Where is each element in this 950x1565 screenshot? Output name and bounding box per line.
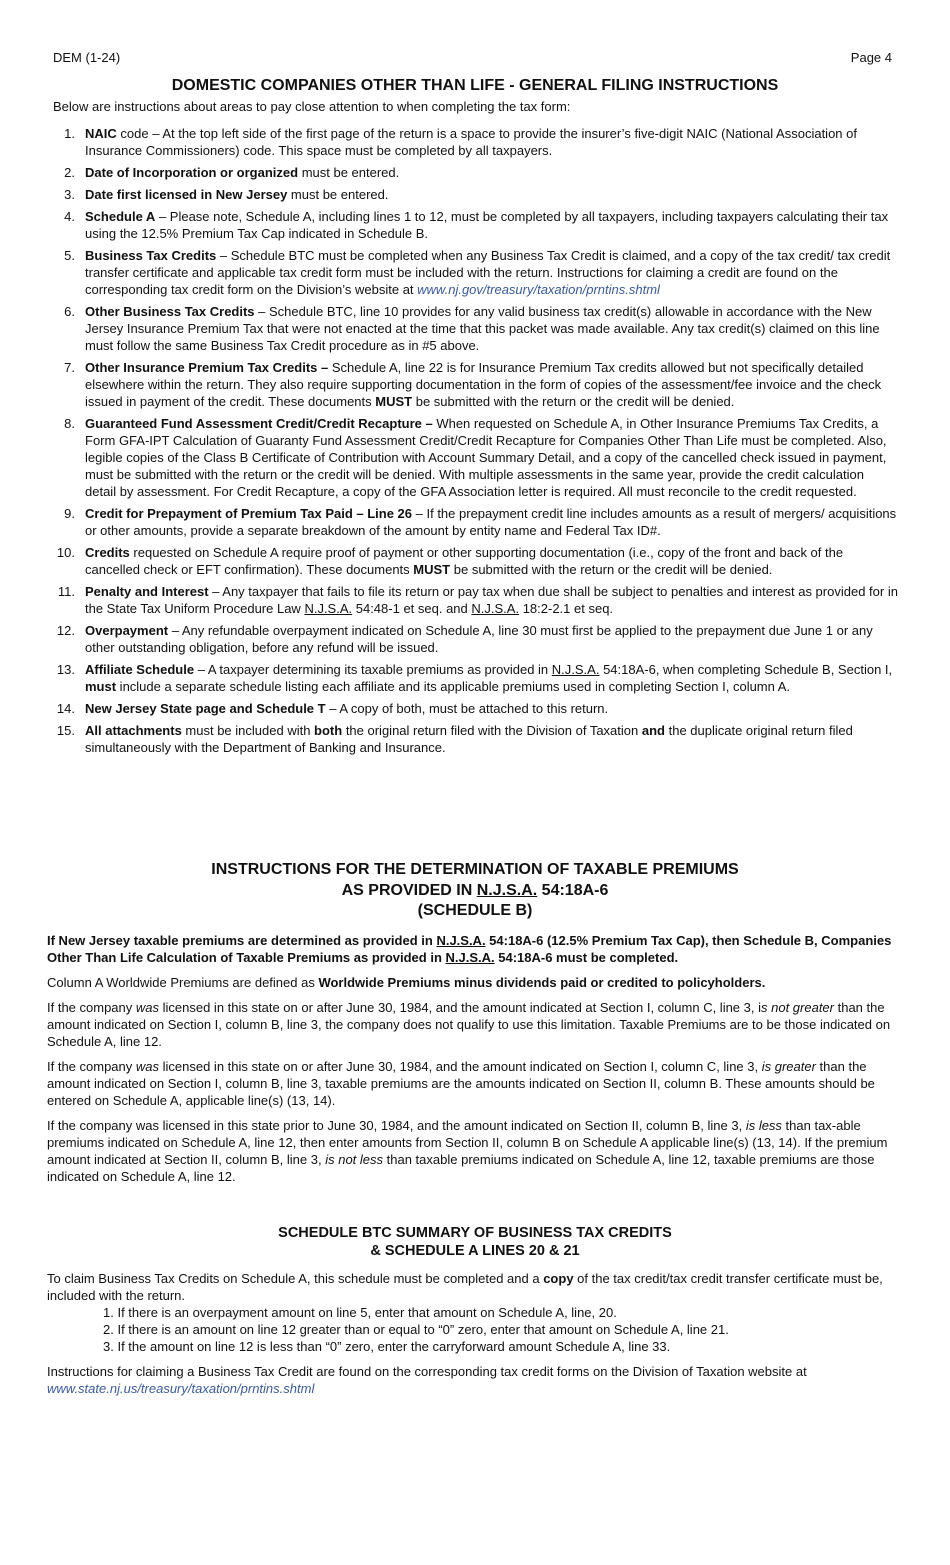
list-item: 2. If there is an amount on line 12 greater than or equal to “0” zero, enter that amount on Schedule A, line 21.	[103, 1322, 729, 1337]
list-item: 11. Penalty and Interest – Any taxpayer that fails to file its return or pay tax when due shall be subject to penalties and interest as provided for in the State Tax Uniform Procedure Law N.J.S.A. 54:48-1 et seq. and N.J.S.A. 18:2-2.1 et seq.	[57, 584, 898, 616]
list-item: 14. New Jersey State page and Schedule T – A copy of both, must be attached to this return.	[56, 701, 609, 716]
paragraph: If the company was licensed in this state on or after June 30, 1984, and the amount indicated on Section I, column C, line 3, is greater than the amount indicated on Section I, column B, line 3, taxable premiums are the amounts indicated on Section II, column B. These amounts should be entered on Schedule A, applicable line(s) (13, 14).	[47, 1058, 875, 1108]
form-id: DEM (1-24)	[53, 50, 121, 65]
list-item: 12. Overpayment – Any refundable overpayment indicated on Schedule A, line 30 must first be applied to the prepayment due June 1 or any other outstanding obligation, before any refund will be issued.	[56, 623, 873, 655]
state-treasury-link[interactable]: www.state.nj.us/treasury/taxation/prntins.shtml	[47, 1381, 315, 1396]
list-item: 7. Other Insurance Premium Tax Credits – Schedule A, line 22 is for Insurance Premium Tax credits allowed but not specifically detailed elsewhere within the return. They also require supporting documentation in the form of copies of the assessment/fee invoice and the check issued in payment of the credit. These documents MUST be submitted with the return or the credit will be denied.	[64, 360, 882, 409]
treasury-link[interactable]: www.nj.gov/treasury/taxation/prntins.shtml	[417, 282, 660, 297]
page-title: DOMESTIC COMPANIES OTHER THAN LIFE - GENERAL FILING INSTRUCTIONS	[171, 77, 779, 94]
schedule-b-section	[47, 860, 903, 1193]
schedule-btc-section	[47, 1224, 903, 1397]
paragraph: Instructions for claiming a Business Tax Credit are found on the corresponding tax credit forms on the Division of Taxation website at www.state.nj.us/treasury/taxation/prntins.shtml	[47, 1364, 807, 1396]
list-item: 3. If the amount on line 12 is less than “0” zero, enter the carryforward amount Schedule A, line 33.	[103, 1339, 671, 1354]
paragraph: Column A Worldwide Premiums are defined as Worldwide Premiums minus dividends paid or credited to policyholders.	[47, 974, 766, 990]
paragraph: If the company was licensed in this state on or after June 30, 1984, and the amount indicated at Section I, column C, line 3, is not greater than the amount indicated on Section I, column B, line 3, the company does not qualify to use this limitation. Taxable Premiums are to be those indicated on Schedule A, line 12.	[47, 999, 891, 1049]
page-number: Page 4	[850, 50, 892, 65]
steps-list	[47, 1304, 903, 1355]
paragraph: To claim Business Tax Credits on Schedule A, this schedule must be completed and a copy of the tax credit/tax credit transfer certificate must be, included with the return.	[47, 1271, 883, 1303]
list-item: 10. Credits requested on Schedule A require proof of payment or other supporting documentation (i.e., copy of the front and back of the cancelled check or EFT confirmation). These documents MUST be submitted with the return or the credit will be denied.	[56, 545, 844, 577]
list-item: 9. Credit for Prepayment of Premium Tax Paid – Line 26 – If the prepayment credit line includes amounts as a result of mergers/ acquisitions or other amounts, provide a separate breakdown of the amount by entity name and Federal Tax ID#.	[64, 506, 897, 538]
list-item: 15. All attachments must be included with both the original return filed with the Division of Taxation and the duplicate original return filed simultaneously with the Department of Banking and Insurance.	[56, 723, 853, 755]
paragraph: If the company was licensed in this state prior to June 30, 1984, and the amount indicated on Section II, column B, line 3, is less than tax-able premiums indicated on Schedule A, line 12, then enter amounts from Section II, column B on Schedule A applicable line(s) (13, 14). If the premium amount indicated at Section II, column B, line 3, is not less than taxable premiums indicated on Schedule A, line 12, taxable premiums are those indicated on Schedule A, line 12.	[47, 1117, 888, 1184]
intro-text: Below are instructions about areas to pay close attention to when completing the tax form:	[53, 99, 571, 114]
list-item: 1. NAIC code – At the top left side of the first page of the return is a space to provide the insurer’s five-digit NAIC (National Association of Insurance Commissioners) code. This space must be completed by all taxpayers.	[64, 126, 857, 158]
instruction-list	[53, 125, 898, 761]
lead-paragraph: If New Jersey taxable premiums are determined as provided in N.J.S.A. 54:18A-6 (12.5% Premium Tax Cap), then Schedule B, Companies Other Than Life Calculation of Taxable Premiums as provided in N.J.S.A. 54:18A-6 must be completed.	[47, 932, 892, 965]
section-heading: INSTRUCTIONS FOR THE DETERMINATION OF TAXABLE PREMIUMS AS PROVIDED IN N.J.S.A. 54:18A-6 (SCHEDULE B)	[211, 861, 739, 919]
list-item: 3. Date first licensed in New Jersey must be entered.	[64, 187, 389, 202]
list-item: 6. Other Business Tax Credits – Schedule BTC, line 10 provides for any valid business tax credit(s) allowable in accordance with the New Jersey Insurance Premium Tax that were not enacted at the time that this packet was made available. Any tax credit(s) claimed on this line must follow the same Business Tax Credit procedure as in #5 above.	[64, 304, 880, 353]
list-item: 8. Guaranteed Fund Assessment Credit/Credit Recapture – When requested on Schedule A, in Other Insurance Premiums Tax Credits, a Form GFA-IPT Calculation of Guaranty Fund Assessment Credit/Credit Recapture for Companies Other Than Life must be completed. Also, legible copies of the Class B Certificate of Contribution with Account Summary Detail, and a copy of the cancelled check issued in payment, must be submitted with the return or the credit will be denied. With multiple assessments in the same year, provide the credit calculation detail by assessment. For Credit Recapture, a copy of the GFA Association letter is required. All must reconcile to the credit requested.	[64, 416, 887, 499]
list-item: 4. Schedule A – Please note, Schedule A, including lines 1 to 12, must be completed by all taxpayers, including taxpayers calculating their tax using the 12.5% Premium Tax Cap indicated in Schedule B.	[64, 209, 889, 241]
list-item: 2. Date of Incorporation or organized must be entered.	[64, 165, 400, 180]
list-item: 1. If there is an overpayment amount on line 5, enter that amount on Schedule A, line, 20.	[103, 1305, 617, 1320]
list-item: 5. Business Tax Credits – Schedule BTC must be completed when any Business Tax Credit is claimed, and a copy of the tax credit/ tax credit transfer certificate and applicable tax credit form must be included with the return. Instructions for claiming a credit are found on the corresponding tax credit form on the Division’s website at www.nj.gov/treasury/taxation/prntins.shtml	[64, 248, 891, 297]
section-heading: SCHEDULE BTC SUMMARY OF BUSINESS TAX CREDITS & SCHEDULE A LINES 20 & 21	[278, 1225, 672, 1259]
list-item: 13. Affiliate Schedule – A taxpayer determining its taxable premiums as provided in N.J.S.A. 54:18A-6, when completing Schedule B, Section I, must include a separate schedule listing each affiliate and its applicable premiums used in completing Section I, column A.	[56, 662, 893, 694]
